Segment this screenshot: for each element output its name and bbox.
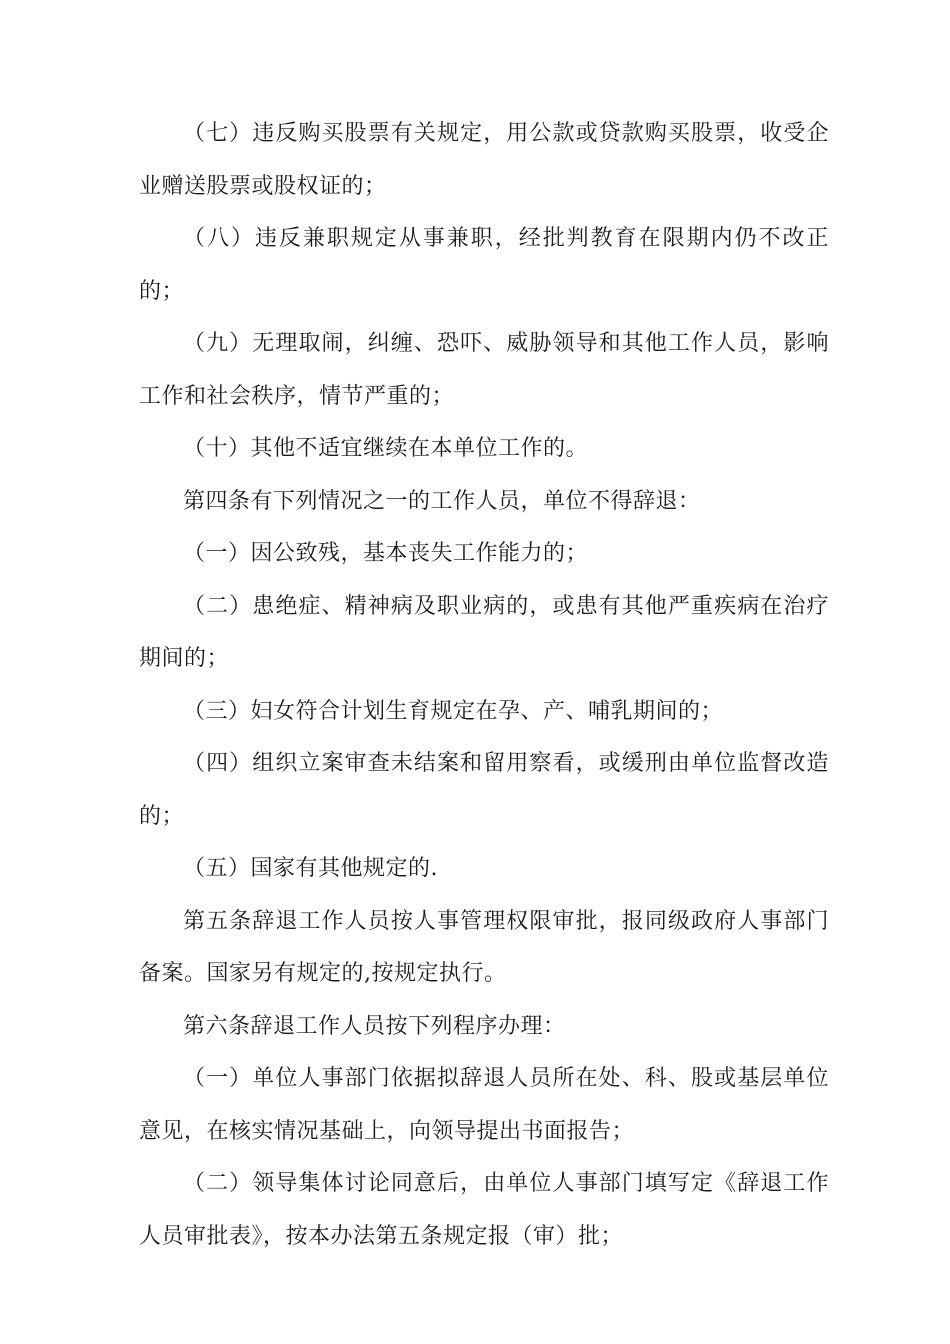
clause-8-paragraph: （八）违反兼职规定从事兼职，经批判教育在限期内仍不改正的； bbox=[139, 226, 829, 304]
article-4-item-5: （五）国家有其他规定的. bbox=[183, 856, 438, 881]
article-6-item-2: （二）领导集体讨论同意后，由单位人事部门填写定《辞退工作人员审批表》，按本办法第五条规定报（审）批； bbox=[139, 1171, 829, 1249]
article-4-item-3: （三）妇女符合计划生育规定在孕、产、哺乳期间的； bbox=[183, 698, 724, 724]
article-4-item-1: （一）因公致残，基本丧失工作能力的； bbox=[183, 541, 589, 566]
article-4-item-4: （四）组织立案审查未结案和留用察看，或缓刑由单位监督改造的； bbox=[139, 751, 829, 829]
article-4-item-2: （二）患绝症、精神病及职业病的，或患有其他严重疾病在治疗期间的； bbox=[139, 593, 829, 671]
clause-7-paragraph: （七）违反购买股票有关规定，用公款或贷款购买股票，收受企业赠送股票或股权证的； bbox=[139, 121, 829, 199]
clause-9-paragraph: （九）无理取闹，纠缠、恐吓、威胁领导和其他工作人员，影响工作和社会秩序，情节严重的； bbox=[139, 331, 829, 409]
document-body bbox=[139, 108, 829, 1263]
article-6-item-1: （一）单位人事部门依据拟辞退人员所在处、科、股或基层单位意见，在核实情况基础上，向领导提出书面报告； bbox=[139, 1066, 829, 1144]
article-5-paragraph: 第五条辞退工作人员按人事管理权限审批，报同级政府人事部门备案。国家另有规定的,按规定执行。 bbox=[139, 908, 829, 986]
article-4-heading: 第四条有下列情况之一的工作人员，单位不得辞退： bbox=[183, 488, 701, 514]
article-6-heading: 第六条辞退工作人员按下列程序办理： bbox=[183, 1013, 566, 1039]
clause-10-paragraph: （十）其他不适宜继续在本单位工作的。 bbox=[183, 436, 589, 461]
